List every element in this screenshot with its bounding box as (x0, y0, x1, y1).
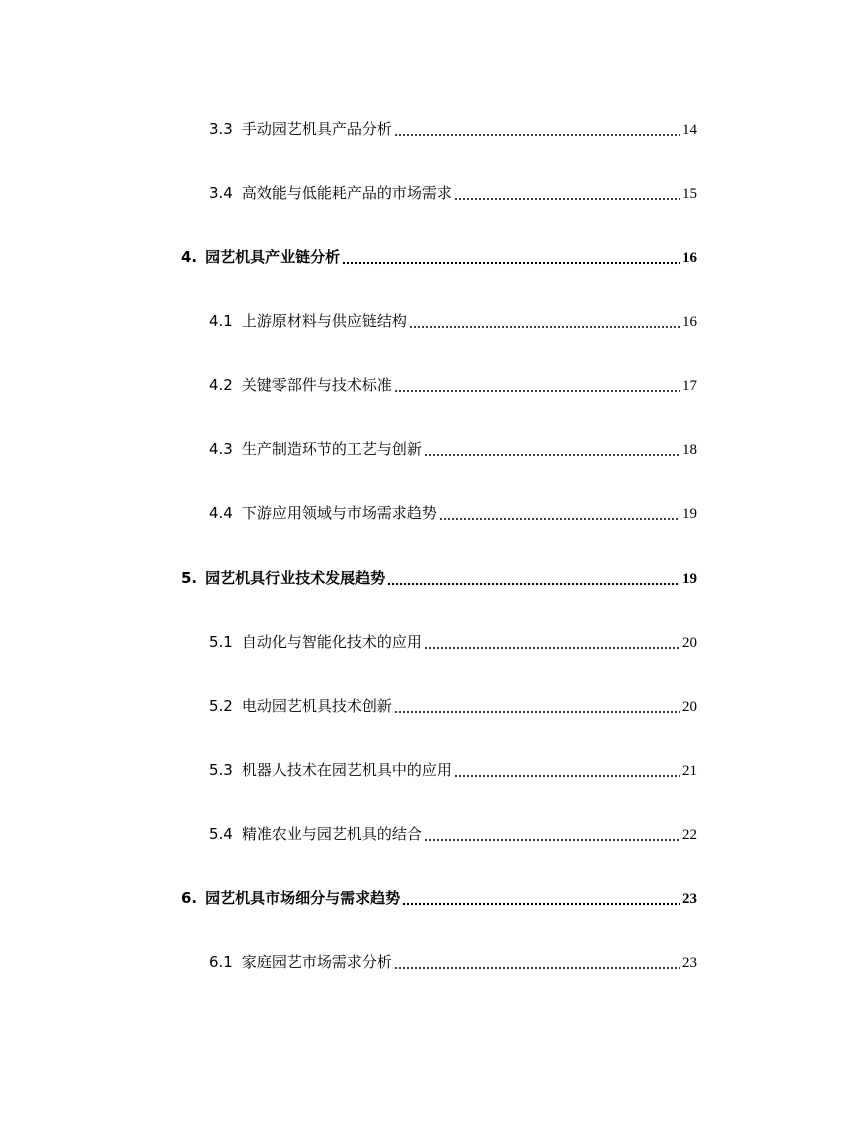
toc-entry-title: 下游应用领域与市场需求趋势 (241, 504, 437, 522)
toc-entry-title: 生产制造环节的工艺与创新 (241, 440, 422, 458)
toc-entry[interactable] (209, 374, 697, 398)
toc-entry[interactable] (209, 631, 697, 655)
dot-leader (439, 517, 680, 521)
toc-entry-page: 21 (682, 763, 697, 779)
toc-entry-number: 3.4 (209, 184, 233, 202)
dot-leader (342, 261, 680, 265)
toc-entry-number: 3.3 (209, 120, 233, 138)
toc-entry-number: 5.1 (209, 633, 233, 651)
dot-leader (409, 325, 680, 329)
toc-entry[interactable] (209, 438, 697, 462)
toc-entry-page: 15 (682, 186, 697, 202)
dot-leader (394, 966, 680, 970)
dot-leader (394, 710, 680, 714)
toc-entry-page: 14 (682, 122, 697, 138)
toc-entry[interactable] (209, 118, 697, 142)
toc-entry-page: 20 (682, 699, 697, 715)
toc-entry-number: 4.4 (209, 504, 233, 522)
dot-leader (424, 838, 680, 842)
toc-entry-page: 16 (682, 250, 697, 266)
toc-entry[interactable] (209, 695, 697, 719)
toc-entry-title: 园艺机具市场细分与需求趋势 (205, 889, 401, 907)
toc-entry-title: 精准农业与园艺机具的结合 (241, 825, 422, 843)
dot-leader (454, 197, 680, 201)
toc-entry-title: 上游原材料与供应链结构 (241, 312, 407, 330)
toc-entry-number: 6. (181, 889, 198, 907)
toc-entry-title: 手动园艺机具产品分析 (241, 120, 392, 138)
toc-entry-number: 4.1 (209, 312, 233, 330)
toc-entry-page: 20 (682, 635, 697, 651)
toc-entry-number: 5.2 (209, 697, 233, 715)
toc-entry-title: 自动化与智能化技术的应用 (241, 633, 422, 651)
dot-leader (387, 582, 680, 586)
toc-entry-number: 5.3 (209, 761, 233, 779)
toc-entry-page: 19 (682, 506, 697, 522)
toc-entry-number: 4. (181, 248, 198, 266)
dot-leader (394, 389, 680, 393)
toc-entry-title: 家庭园艺市场需求分析 (241, 953, 392, 971)
toc-entry-number: 6.1 (209, 953, 233, 971)
toc-entry-page: 19 (682, 571, 697, 587)
toc-entry[interactable] (209, 759, 697, 783)
dot-leader (424, 453, 680, 457)
toc-entry-title: 园艺机具产业链分析 (205, 248, 341, 266)
dot-leader (454, 774, 680, 778)
dot-leader (424, 646, 680, 650)
toc-entry-page: 22 (682, 827, 697, 843)
toc-entry-number: 4.2 (209, 376, 233, 394)
toc-entry-title: 高效能与低能耗产品的市场需求 (241, 184, 452, 202)
toc-entry-title: 机器人技术在园艺机具中的应用 (241, 761, 452, 779)
toc-entry[interactable] (209, 182, 697, 206)
toc-entry[interactable] (209, 951, 697, 975)
toc-entry-page: 23 (682, 891, 697, 907)
toc-entry-page: 18 (682, 442, 697, 458)
toc-chapter-entry[interactable] (181, 567, 697, 591)
dot-leader (402, 902, 680, 906)
toc-chapter-entry[interactable] (181, 887, 697, 911)
toc-entry[interactable] (209, 310, 697, 334)
toc-entry-page: 17 (682, 378, 697, 394)
toc-entry-number: 5. (181, 569, 198, 587)
toc-entry-title: 关键零部件与技术标准 (241, 376, 392, 394)
toc-entry-title: 电动园艺机具技术创新 (241, 697, 392, 715)
toc-entry-title: 园艺机具行业技术发展趋势 (205, 569, 386, 587)
toc-chapter-entry[interactable] (181, 246, 697, 270)
toc-entry[interactable] (209, 823, 697, 847)
toc-entry-number: 5.4 (209, 825, 233, 843)
toc-entry-page: 23 (682, 955, 697, 971)
dot-leader (394, 133, 680, 137)
toc-entry-number: 4.3 (209, 440, 233, 458)
toc-entry-page: 16 (682, 314, 697, 330)
toc-entry[interactable] (209, 502, 697, 526)
